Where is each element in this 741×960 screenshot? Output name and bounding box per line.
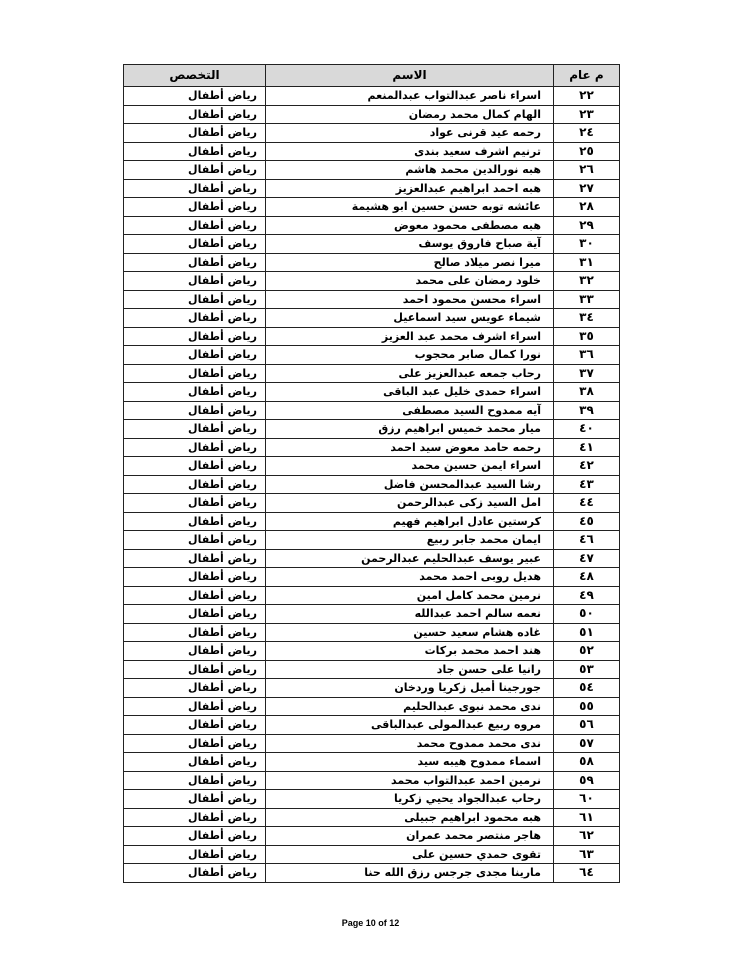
row-serial-number: ٢٩ xyxy=(554,216,620,235)
row-serial-number: ٦٤ xyxy=(554,864,620,883)
table-row xyxy=(124,179,620,198)
row-serial-number: ٤٤ xyxy=(554,494,620,513)
table-row xyxy=(124,216,620,235)
table-row xyxy=(124,87,620,106)
row-specialization: رياض أطفال xyxy=(124,420,266,439)
row-specialization: رياض أطفال xyxy=(124,309,266,328)
row-specialization: رياض أطفال xyxy=(124,216,266,235)
row-specialization: رياض أطفال xyxy=(124,105,266,124)
row-name: شيماء عويس سيد اسماعيل xyxy=(266,309,554,328)
table-row xyxy=(124,679,620,698)
row-specialization: رياض أطفال xyxy=(124,605,266,624)
table-row xyxy=(124,549,620,568)
roster-table-container xyxy=(123,64,619,883)
table-row xyxy=(124,383,620,402)
table-row xyxy=(124,623,620,642)
row-serial-number: ٢٢ xyxy=(554,87,620,106)
row-specialization: رياض أطفال xyxy=(124,161,266,180)
row-specialization: رياض أطفال xyxy=(124,623,266,642)
row-name: هبه نورالدين محمد هاشم xyxy=(266,161,554,180)
table-row xyxy=(124,142,620,161)
row-serial-number: ٤١ xyxy=(554,438,620,457)
row-specialization: رياض أطفال xyxy=(124,494,266,513)
table-body xyxy=(124,87,620,883)
row-name: نرمين محمد كامل امين xyxy=(266,586,554,605)
row-specialization: رياض أطفال xyxy=(124,253,266,272)
table-row xyxy=(124,660,620,679)
row-name: رانيا على حسن جاد xyxy=(266,660,554,679)
row-name: اسراء حمدى خليل عبد الباقى xyxy=(266,383,554,402)
row-specialization: رياض أطفال xyxy=(124,179,266,198)
row-specialization: رياض أطفال xyxy=(124,845,266,864)
table-row xyxy=(124,494,620,513)
row-serial-number: ٣٨ xyxy=(554,383,620,402)
table-row xyxy=(124,790,620,809)
header-specialization: التخصص xyxy=(124,65,266,87)
table-row xyxy=(124,512,620,531)
row-name: هبه احمد ابراهيم عبدالعزيز xyxy=(266,179,554,198)
table-row xyxy=(124,475,620,494)
row-serial-number: ٥٠ xyxy=(554,605,620,624)
table-row xyxy=(124,272,620,291)
row-name: الهام كمال محمد رمضان xyxy=(266,105,554,124)
row-serial-number: ٦٠ xyxy=(554,790,620,809)
row-name: تقوى حمدي حسين على xyxy=(266,845,554,864)
row-specialization: رياض أطفال xyxy=(124,475,266,494)
row-serial-number: ٢٨ xyxy=(554,198,620,217)
row-specialization: رياض أطفال xyxy=(124,531,266,550)
row-name: امل السيد زكى عبدالرحمن xyxy=(266,494,554,513)
table-row xyxy=(124,808,620,827)
row-name: اسراء ايمن حسين محمد xyxy=(266,457,554,476)
row-specialization: رياض أطفال xyxy=(124,586,266,605)
row-name: نعمه سالم احمد عبدالله xyxy=(266,605,554,624)
row-serial-number: ٦٣ xyxy=(554,845,620,864)
row-serial-number: ٣٢ xyxy=(554,272,620,291)
row-serial-number: ٤٠ xyxy=(554,420,620,439)
row-specialization: رياض أطفال xyxy=(124,549,266,568)
row-serial-number: ٣٣ xyxy=(554,290,620,309)
table-row xyxy=(124,568,620,587)
row-serial-number: ٣٠ xyxy=(554,235,620,254)
row-specialization: رياض أطفال xyxy=(124,512,266,531)
row-name: نورا كمال صابر محجوب xyxy=(266,346,554,365)
row-name: هند احمد محمد بركات xyxy=(266,642,554,661)
roster-table xyxy=(123,64,620,883)
table-row xyxy=(124,716,620,735)
row-serial-number: ٣٤ xyxy=(554,309,620,328)
row-specialization: رياض أطفال xyxy=(124,142,266,161)
row-serial-number: ٢٥ xyxy=(554,142,620,161)
row-serial-number: ٤٢ xyxy=(554,457,620,476)
table-row xyxy=(124,845,620,864)
table-row xyxy=(124,364,620,383)
table-row xyxy=(124,420,620,439)
row-specialization: رياض أطفال xyxy=(124,438,266,457)
row-name: اسماء ممدوح هيبه سيد xyxy=(266,753,554,772)
row-name: هديل روبى احمد محمد xyxy=(266,568,554,587)
row-specialization: رياض أطفال xyxy=(124,383,266,402)
row-specialization: رياض أطفال xyxy=(124,457,266,476)
table-row xyxy=(124,401,620,420)
row-specialization: رياض أطفال xyxy=(124,87,266,106)
row-name: مارينا مجدى جرجس رزق الله حنا xyxy=(266,864,554,883)
row-specialization: رياض أطفال xyxy=(124,660,266,679)
row-serial-number: ٤٦ xyxy=(554,531,620,550)
row-specialization: رياض أطفال xyxy=(124,272,266,291)
row-specialization: رياض أطفال xyxy=(124,642,266,661)
table-row xyxy=(124,198,620,217)
table-row xyxy=(124,864,620,883)
row-serial-number: ٤٣ xyxy=(554,475,620,494)
row-name: ندى محمد نبوى عبدالحليم xyxy=(266,697,554,716)
table-row xyxy=(124,290,620,309)
row-specialization: رياض أطفال xyxy=(124,124,266,143)
row-serial-number: ٢٣ xyxy=(554,105,620,124)
row-name: ميار محمد خميس ابراهيم رزق xyxy=(266,420,554,439)
table-row xyxy=(124,438,620,457)
row-serial-number: ٣١ xyxy=(554,253,620,272)
table-row xyxy=(124,309,620,328)
table-row xyxy=(124,753,620,772)
table-header xyxy=(124,65,620,87)
table-row xyxy=(124,531,620,550)
table-row xyxy=(124,161,620,180)
row-specialization: رياض أطفال xyxy=(124,346,266,365)
row-specialization: رياض أطفال xyxy=(124,771,266,790)
table-row xyxy=(124,827,620,846)
row-name: آيه ممدوح السيد مصطفى xyxy=(266,401,554,420)
row-name: ميرا نصر ميلاد صالح xyxy=(266,253,554,272)
row-serial-number: ٥٧ xyxy=(554,734,620,753)
table-row xyxy=(124,124,620,143)
row-name: خلود رمضان على محمد xyxy=(266,272,554,291)
row-name: عبير يوسف عبدالحليم عبدالرحمن xyxy=(266,549,554,568)
row-name: هبه مصطفى محمود معوض xyxy=(266,216,554,235)
row-name: ندى محمد ممدوح محمد xyxy=(266,734,554,753)
table-row xyxy=(124,605,620,624)
header-name: الاسم xyxy=(266,65,554,87)
row-specialization: رياض أطفال xyxy=(124,290,266,309)
table-row xyxy=(124,253,620,272)
row-serial-number: ٤٧ xyxy=(554,549,620,568)
row-serial-number: ٥١ xyxy=(554,623,620,642)
row-name: جورجينا أميل زكريا وردخان xyxy=(266,679,554,698)
row-name: نرمين احمد عبدالتواب محمد xyxy=(266,771,554,790)
row-serial-number: ٥٩ xyxy=(554,771,620,790)
table-row xyxy=(124,327,620,346)
row-serial-number: ٥٢ xyxy=(554,642,620,661)
row-serial-number: ٣٦ xyxy=(554,346,620,365)
table-row xyxy=(124,346,620,365)
row-name: رشا السيد عبدالمحسن فاضل xyxy=(266,475,554,494)
row-serial-number: ٤٨ xyxy=(554,568,620,587)
row-serial-number: ٢٤ xyxy=(554,124,620,143)
row-specialization: رياض أطفال xyxy=(124,753,266,772)
page-number: Page 10 of 12 xyxy=(341,918,400,928)
row-specialization: رياض أطفال xyxy=(124,864,266,883)
row-serial-number: ٤٩ xyxy=(554,586,620,605)
row-specialization: رياض أطفال xyxy=(124,327,266,346)
table-row xyxy=(124,457,620,476)
row-serial-number: ٢٧ xyxy=(554,179,620,198)
row-specialization: رياض أطفال xyxy=(124,364,266,383)
row-serial-number: ٥٤ xyxy=(554,679,620,698)
row-serial-number: ٦٢ xyxy=(554,827,620,846)
row-name: رحاب عبدالجواد يحيي زكريا xyxy=(266,790,554,809)
row-specialization: رياض أطفال xyxy=(124,235,266,254)
row-serial-number: ٥٨ xyxy=(554,753,620,772)
table-row xyxy=(124,771,620,790)
row-specialization: رياض أطفال xyxy=(124,734,266,753)
row-specialization: رياض أطفال xyxy=(124,679,266,698)
header-row xyxy=(124,65,620,87)
row-name: اسراء اشرف محمد عبد العزيز xyxy=(266,327,554,346)
row-serial-number: ٥٣ xyxy=(554,660,620,679)
row-name: رحمه حامد معوض سيد احمد xyxy=(266,438,554,457)
row-serial-number: ٥٥ xyxy=(554,697,620,716)
row-specialization: رياض أطفال xyxy=(124,697,266,716)
row-name: اسراء محسن محمود احمد xyxy=(266,290,554,309)
row-name: مروه ربيع عبدالمولى عبدالباقى xyxy=(266,716,554,735)
row-name: كرستين عادل ابراهيم فهيم xyxy=(266,512,554,531)
table-row xyxy=(124,734,620,753)
row-serial-number: ٥٦ xyxy=(554,716,620,735)
table-row xyxy=(124,642,620,661)
row-specialization: رياض أطفال xyxy=(124,790,266,809)
row-serial-number: ٣٥ xyxy=(554,327,620,346)
table-row xyxy=(124,105,620,124)
row-specialization: رياض أطفال xyxy=(124,568,266,587)
row-name: رحمه عيد قرنى عواد xyxy=(266,124,554,143)
row-serial-number: ٢٦ xyxy=(554,161,620,180)
row-specialization: رياض أطفال xyxy=(124,716,266,735)
row-name: رحاب جمعه عبدالعزيز على xyxy=(266,364,554,383)
row-name: غاده هشام سعيد حسين xyxy=(266,623,554,642)
row-specialization: رياض أطفال xyxy=(124,827,266,846)
row-serial-number: ٣٩ xyxy=(554,401,620,420)
row-specialization: رياض أطفال xyxy=(124,808,266,827)
table-row xyxy=(124,586,620,605)
row-specialization: رياض أطفال xyxy=(124,401,266,420)
table-row xyxy=(124,697,620,716)
row-name: عائشه توبه حسن حسين ابو هشيمة xyxy=(266,198,554,217)
row-name: هبه محمود ابراهيم جبيلى xyxy=(266,808,554,827)
row-serial-number: ٦١ xyxy=(554,808,620,827)
row-serial-number: ٣٧ xyxy=(554,364,620,383)
row-name: ايمان محمد جابر ربيع xyxy=(266,531,554,550)
row-name: اسراء ناصر عبدالتواب عبدالمنعم xyxy=(266,87,554,106)
row-serial-number: ٤٥ xyxy=(554,512,620,531)
row-name: هاجر منتصر محمد عمران xyxy=(266,827,554,846)
row-name: ترنيم اشرف سعيد بندى xyxy=(266,142,554,161)
row-specialization: رياض أطفال xyxy=(124,198,266,217)
table-row xyxy=(124,235,620,254)
row-name: آية صباح فاروق يوسف xyxy=(266,235,554,254)
header-serial-number: م عام xyxy=(554,65,620,87)
